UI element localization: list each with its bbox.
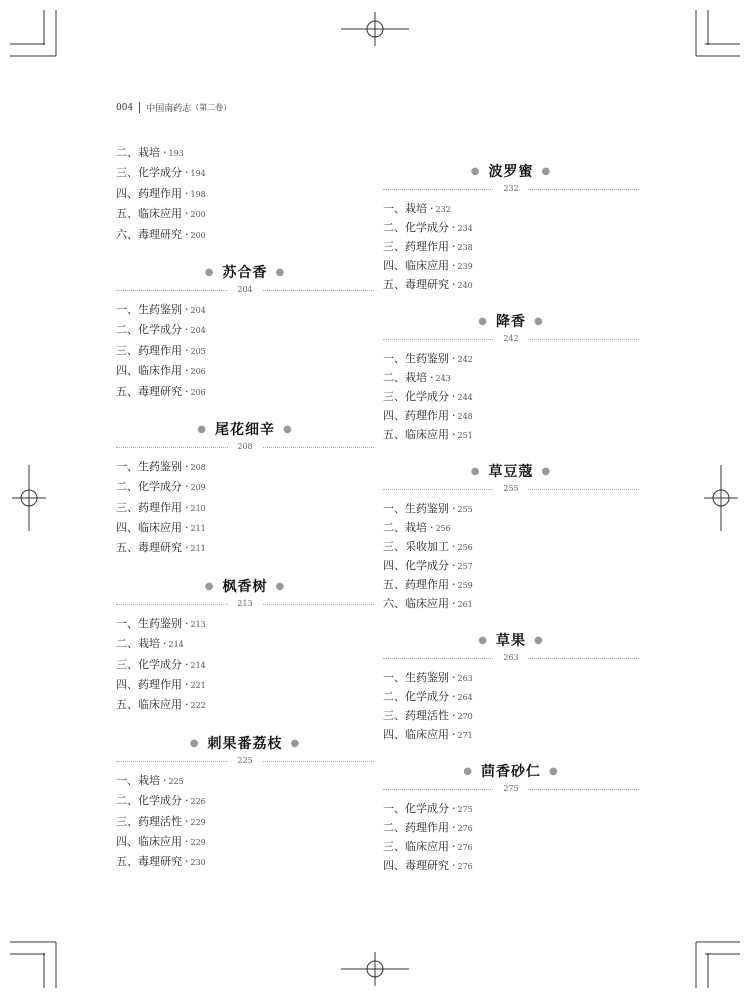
toc-entry-page: 205 [190,346,206,356]
toc-entry[interactable] [116,812,374,832]
bullet-icon: ● [478,635,488,646]
toc-entry-page: 213 [190,619,206,629]
toc-entry-label: 六、毒理研究 [116,227,182,241]
toc-entry[interactable] [116,614,374,634]
toc-entry-page: 276 [457,824,473,833]
toc-entry-page: 239 [457,262,473,271]
leader-dot: · [185,459,189,473]
leader-dot: · [185,657,189,671]
toc-entry[interactable] [383,575,639,594]
toc-entry-label: 四、临床应用 [383,728,449,741]
toc-right-column [383,160,639,875]
toc-entry[interactable] [116,498,374,518]
toc-entry-page: 200 [190,230,206,240]
bullet-icon: ● [534,316,544,327]
toc-entry[interactable] [116,791,374,811]
bullet-icon: ● [549,766,559,777]
leader-dot: · [430,202,434,215]
toc-entry[interactable] [383,856,639,875]
toc-entry-label: 三、采收加工 [383,540,449,553]
toc-entry[interactable] [116,204,374,224]
toc-entry-page: 276 [457,862,473,871]
toc-entry-page: 256 [457,543,473,552]
section-heading[interactable] [383,629,639,653]
section-heading[interactable] [116,575,374,599]
toc-entry-page: 204 [190,326,206,336]
toc-entry-page: 194 [190,169,206,179]
toc-section [383,460,639,613]
leader-dot: · [430,521,434,534]
leader-dot: · [452,540,456,553]
leader-dot: · [185,834,189,848]
toc-entry-label: 二、药理作用 [383,821,449,834]
toc-entry[interactable] [116,457,374,477]
toc-entry-label: 二、栽培 [116,146,160,159]
section-title: 降香 [496,314,526,330]
leader-dot: · [452,821,456,834]
toc-section [383,310,639,444]
leader-dot: · [452,390,456,403]
toc-entry-label: 五、临床应用 [383,428,449,441]
toc-entry-label: 二、化学成分 [116,794,182,808]
toc-entry-page: 214 [168,640,184,650]
toc-entry-label: 二、栽培 [116,637,160,651]
toc-entry[interactable] [383,256,639,275]
toc-section [383,629,639,744]
section-heading[interactable] [116,418,374,442]
section-rule [383,784,639,794]
toc-entry-page: 206 [190,387,206,397]
leader-dot: · [185,207,189,221]
toc-section [383,160,639,294]
toc-entry[interactable] [116,143,374,163]
section-title: 茴香砂仁 [481,764,541,780]
toc-continuation [116,143,374,245]
toc-entry[interactable] [383,387,639,406]
bullet-icon: ● [470,166,481,177]
toc-entry[interactable] [383,725,639,744]
toc-entry-label: 二、化学成分 [116,480,182,494]
toc-entry-label: 五、临床应用 [116,698,182,712]
section-page: 232 [494,184,528,194]
toc-entry-label: 三、药理作用 [383,240,449,253]
leader-dot: · [163,146,167,159]
toc-entry[interactable] [383,406,639,425]
leader-dot: · [185,541,189,555]
toc-entry[interactable] [116,341,374,361]
toc-entry-page: 229 [190,837,206,847]
bullet-icon: ● [275,580,286,592]
toc-entry[interactable] [383,668,639,687]
toc-entry-label: 一、生药鉴别 [383,502,449,515]
toc-entry-page: 276 [457,843,473,852]
leader-dot: · [452,428,456,441]
section-rule [383,653,639,663]
toc-entry-page: 232 [435,205,451,214]
leader-dot: · [452,221,456,234]
section-title: 尾花细辛 [215,421,275,438]
section-rule [116,442,374,452]
toc-entry-label: 一、生药鉴别 [383,671,449,684]
header-page-number: 004 [116,102,134,113]
leader-dot: · [185,364,189,378]
toc-entry-label: 四、药理作用 [116,678,182,692]
toc-entry-page: 198 [190,189,206,199]
toc-entry-label: 四、临床应用 [383,259,449,272]
leader-dot: · [185,186,189,200]
toc-entry-label: 四、药理作用 [383,409,449,422]
toc-entry-label: 六、临床应用 [383,597,449,610]
toc-entry-label: 二、化学成分 [383,690,449,703]
section-rule [383,334,639,344]
toc-entry-page: 206 [190,367,206,377]
toc-entry-page: 211 [190,524,206,534]
toc-section [383,760,639,875]
toc-entry[interactable] [383,518,639,537]
leader-dot: · [452,802,456,815]
section-title: 苏合香 [222,264,268,281]
section-page: 208 [228,442,262,452]
toc-entry-page: 210 [190,503,206,513]
bullet-icon: ● [470,466,481,477]
leader-dot: · [452,690,456,703]
bullet-icon: ● [534,635,544,646]
section-title: 草豆蔻 [488,464,534,480]
toc-entry-label: 一、生药鉴别 [116,302,182,316]
toc-entry[interactable] [383,368,639,387]
section-page: 242 [494,334,528,344]
toc-entry[interactable] [116,184,374,204]
bullet-icon: ● [463,766,473,777]
toc-entry-page: 271 [457,731,473,740]
leader-dot: · [185,302,189,316]
toc-entry-label: 五、临床应用 [116,207,182,221]
bullet-icon: ● [478,316,488,327]
toc-entry[interactable] [383,537,639,556]
toc-entry-label: 五、药理作用 [383,578,449,591]
section-heading[interactable] [383,160,639,184]
toc-entry-page: 222 [190,701,206,711]
header-separator [139,102,140,113]
toc-entry-label: 一、栽培 [383,202,427,215]
toc-entry-page: 244 [457,393,473,402]
leader-dot: · [185,616,189,630]
toc-entry[interactable] [383,687,639,706]
toc-entry[interactable] [116,655,374,675]
toc-entry[interactable] [383,425,639,444]
leader-dot: · [452,728,456,741]
toc-entry-label: 四、化学成分 [383,559,449,572]
leader-dot: · [452,502,456,515]
toc-entry-page: 264 [457,693,473,702]
leader-dot: · [163,637,167,651]
toc-entry-page: 200 [190,210,206,220]
leader-dot: · [185,343,189,357]
toc-entry-label: 四、药理作用 [116,186,182,200]
toc-entry[interactable] [116,852,374,872]
running-header [116,101,231,114]
toc-entry[interactable] [383,594,639,613]
toc-entry-label: 二、化学成分 [383,221,449,234]
toc-entry-page: 226 [190,797,206,807]
toc-entry-page: 243 [435,374,451,383]
section-page: 204 [228,285,262,295]
toc-entry-page: 225 [168,776,184,786]
toc-entry-page: 221 [190,681,206,691]
leader-dot: · [452,352,456,365]
toc-entry[interactable] [116,163,374,183]
toc-entry[interactable] [116,675,374,695]
leader-dot: · [452,559,456,572]
toc-entry-label: 一、生药鉴别 [383,352,449,365]
toc-entry-label: 五、毒理研究 [116,384,182,398]
bullet-icon: ● [283,423,293,435]
leader-dot: · [452,409,456,422]
section-page: 255 [494,484,528,494]
toc-entry-label: 四、临床作用 [116,364,182,378]
toc-entry[interactable] [383,275,639,294]
section-title: 枫香树 [222,578,268,595]
toc-entry-page: 234 [457,224,473,233]
toc-entry[interactable] [116,320,374,340]
toc-entry-label: 一、生药鉴别 [116,459,182,473]
leader-dot: · [185,794,189,808]
section-title: 刺果番荔枝 [207,735,283,752]
section-rule [116,285,374,295]
toc-entry[interactable] [116,300,374,320]
toc-entry-label: 一、栽培 [116,773,160,787]
leader-dot: · [452,240,456,253]
leader-dot: · [185,166,189,180]
toc-entry-label: 一、生药鉴别 [116,616,182,630]
section-title: 草果 [496,633,526,649]
toc-entry-page: 261 [457,600,473,609]
toc-entry[interactable] [116,538,374,558]
toc-section [116,418,374,559]
toc-entry[interactable] [116,832,374,852]
toc-entry[interactable] [383,799,639,818]
toc-entry[interactable] [116,361,374,381]
leader-dot: · [185,521,189,535]
toc-entry[interactable] [383,556,639,575]
bullet-icon: ● [541,466,552,477]
leader-dot: · [185,855,189,869]
toc-entry-page: 193 [168,149,184,158]
toc-entry-page: 230 [190,858,206,868]
toc-entry[interactable] [383,706,639,725]
leader-dot: · [185,678,189,692]
section-rule [383,184,639,194]
toc-entry[interactable] [383,818,639,837]
toc-entry-label: 三、化学成分 [116,657,182,671]
section-heading[interactable] [383,760,639,784]
section-rule [383,484,639,494]
toc-entry-label: 三、药理活性 [383,709,449,722]
leader-dot: · [452,709,456,722]
toc-entry-label: 二、化学成分 [116,323,182,337]
toc-entry-label: 三、药理作用 [116,500,182,514]
toc-section [116,575,374,716]
toc-entry-label: 三、临床应用 [383,840,449,853]
toc-entry[interactable] [116,477,374,497]
section-page: 275 [494,784,528,794]
toc-entry[interactable] [383,499,639,518]
toc-section [116,261,374,402]
toc-entry[interactable] [383,837,639,856]
toc-entry-page: 242 [457,355,473,364]
toc-entry-page: 229 [190,817,206,827]
toc-entry-page: 256 [435,524,451,533]
leader-dot: · [452,259,456,272]
toc-entry[interactable] [383,199,639,218]
toc-entry-page: 211 [190,544,206,554]
section-page: 213 [228,599,262,609]
section-heading[interactable] [383,310,639,334]
toc-entry-label: 三、药理作用 [116,343,182,357]
leader-dot: · [163,773,167,787]
leader-dot: · [185,384,189,398]
section-rule [116,756,374,766]
bullet-icon: ● [541,166,552,177]
toc-entry-page: 204 [190,305,206,315]
toc-entry-page: 257 [457,562,473,571]
section-heading[interactable] [383,460,639,484]
toc-section [116,732,374,873]
toc-entry[interactable] [383,349,639,368]
toc-entry-page: 248 [457,412,473,421]
toc-entry-page: 209 [190,483,206,493]
toc-entry-label: 四、临床应用 [116,834,182,848]
toc-entry-page: 238 [457,243,473,252]
toc-entry-label: 五、毒理研究 [383,278,449,291]
toc-entry-label: 一、化学成分 [383,802,449,815]
toc-entry[interactable] [383,218,639,237]
section-rule [116,599,374,609]
leader-dot: · [452,278,456,291]
toc-entry-page: 214 [190,660,206,670]
leader-dot: · [185,500,189,514]
leader-dot: · [185,227,189,241]
toc-entry-page: 275 [457,805,473,814]
bullet-icon: ● [189,737,200,749]
bullet-icon: ● [290,737,301,749]
leader-dot: · [452,859,456,872]
toc-entry-label: 四、临床应用 [116,521,182,535]
toc-entry-label: 三、化学成分 [383,390,449,403]
toc-entry-label: 三、药理活性 [116,814,182,828]
toc-entry-label: 二、栽培 [383,521,427,534]
leader-dot: · [452,597,456,610]
bullet-icon: ● [204,580,215,592]
section-page: 225 [228,756,262,766]
toc-entry[interactable] [116,634,374,654]
header-book-title: 中国南药志 [146,104,192,114]
bullet-icon: ● [275,266,286,278]
leader-dot: · [452,578,456,591]
toc-entry-page: 240 [457,281,473,290]
section-heading[interactable] [116,732,374,756]
toc-entry-label: 五、毒理研究 [116,855,182,869]
leader-dot: · [185,814,189,828]
leader-dot: · [452,671,456,684]
toc-entry-label: 三、化学成分 [116,166,182,180]
toc-entry[interactable] [116,518,374,538]
toc-entry[interactable] [383,237,639,256]
toc-entry-label: 四、毒理研究 [383,859,449,872]
toc-entry[interactable] [116,382,374,402]
leader-dot: · [430,371,434,384]
leader-dot: · [452,840,456,853]
leader-dot: · [185,323,189,337]
bullet-icon: ● [197,423,207,435]
toc-entry[interactable] [116,771,374,791]
toc-entry-page: 251 [457,431,473,440]
toc-entry-page: 255 [457,505,473,514]
toc-entry-page: 259 [457,581,473,590]
leader-dot: · [185,480,189,494]
header-volume: （第二卷） [191,103,232,112]
toc-left-column [116,143,374,873]
toc-entry-page: 208 [190,462,206,472]
leader-dot: · [185,698,189,712]
section-page: 263 [494,653,528,663]
bullet-icon: ● [204,266,215,278]
toc-entry-label: 二、栽培 [383,371,427,384]
section-title: 波罗蜜 [488,164,534,180]
toc-entry[interactable] [116,695,374,715]
toc-entry[interactable] [116,225,374,245]
toc-entry-page: 263 [457,674,473,683]
toc-entry-page: 270 [457,712,473,721]
section-heading[interactable] [116,261,374,285]
toc-entry-label: 五、毒理研究 [116,541,182,555]
